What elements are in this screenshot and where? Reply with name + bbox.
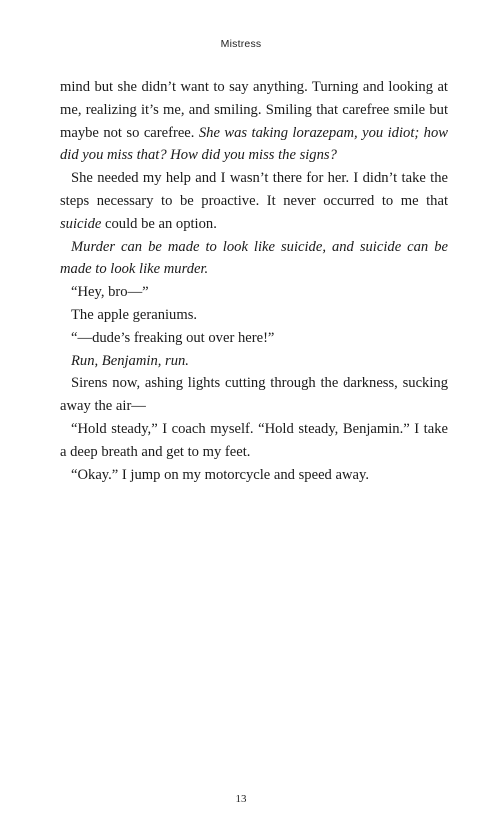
paragraph-7-italic: Run, Benjamin, run. xyxy=(71,352,189,369)
paragraph-1-italic: She was taking lorazepam, you idiot; how did you miss that? How did you miss the signs? xyxy=(60,124,449,164)
paragraph-2-italic: suicide xyxy=(60,215,102,232)
paragraph-6: “—dude’s freaking out over here!” xyxy=(71,329,275,346)
running-head: Mistress xyxy=(220,38,262,50)
paragraph-10: “Okay.” I jump on my motorcycle and speed away. xyxy=(71,466,369,483)
paragraph-8: Sirens now, ashing lights cutting through the darkness, sucking away the air— xyxy=(60,375,448,415)
paragraph-3-italic: Murder can be made to look like suicide, and suicide can be made to look like murder. xyxy=(60,238,448,278)
paragraph-5: The apple geraniums. xyxy=(71,306,198,323)
paragraph-7 xyxy=(60,350,448,373)
paragraph-4: “Hey, bro—” xyxy=(71,284,149,301)
paragraph-2 xyxy=(60,167,448,235)
body-text xyxy=(60,76,448,486)
paragraph-3 xyxy=(60,236,448,282)
paragraph-9: “Hold steady,” I coach myself. “Hold steady, Benjamin.” I take a deep breath and get to my feet. xyxy=(60,420,448,460)
paragraph-2-text-end: could be an option. xyxy=(101,215,217,232)
page-number: 13 xyxy=(235,793,247,805)
paragraph-1 xyxy=(60,76,448,167)
paragraph-2-text-start: She needed my help and I wasn’t there for her. I didn’t take the steps necessary to be proactive. It never occurred to me that xyxy=(60,170,448,209)
paragraph-1-text: mind but she didn’t want to say anything. Turning and looking at me, realizing it’s me, and smiling. Smiling that carefree smile but maybe not so carefree. xyxy=(60,79,448,141)
